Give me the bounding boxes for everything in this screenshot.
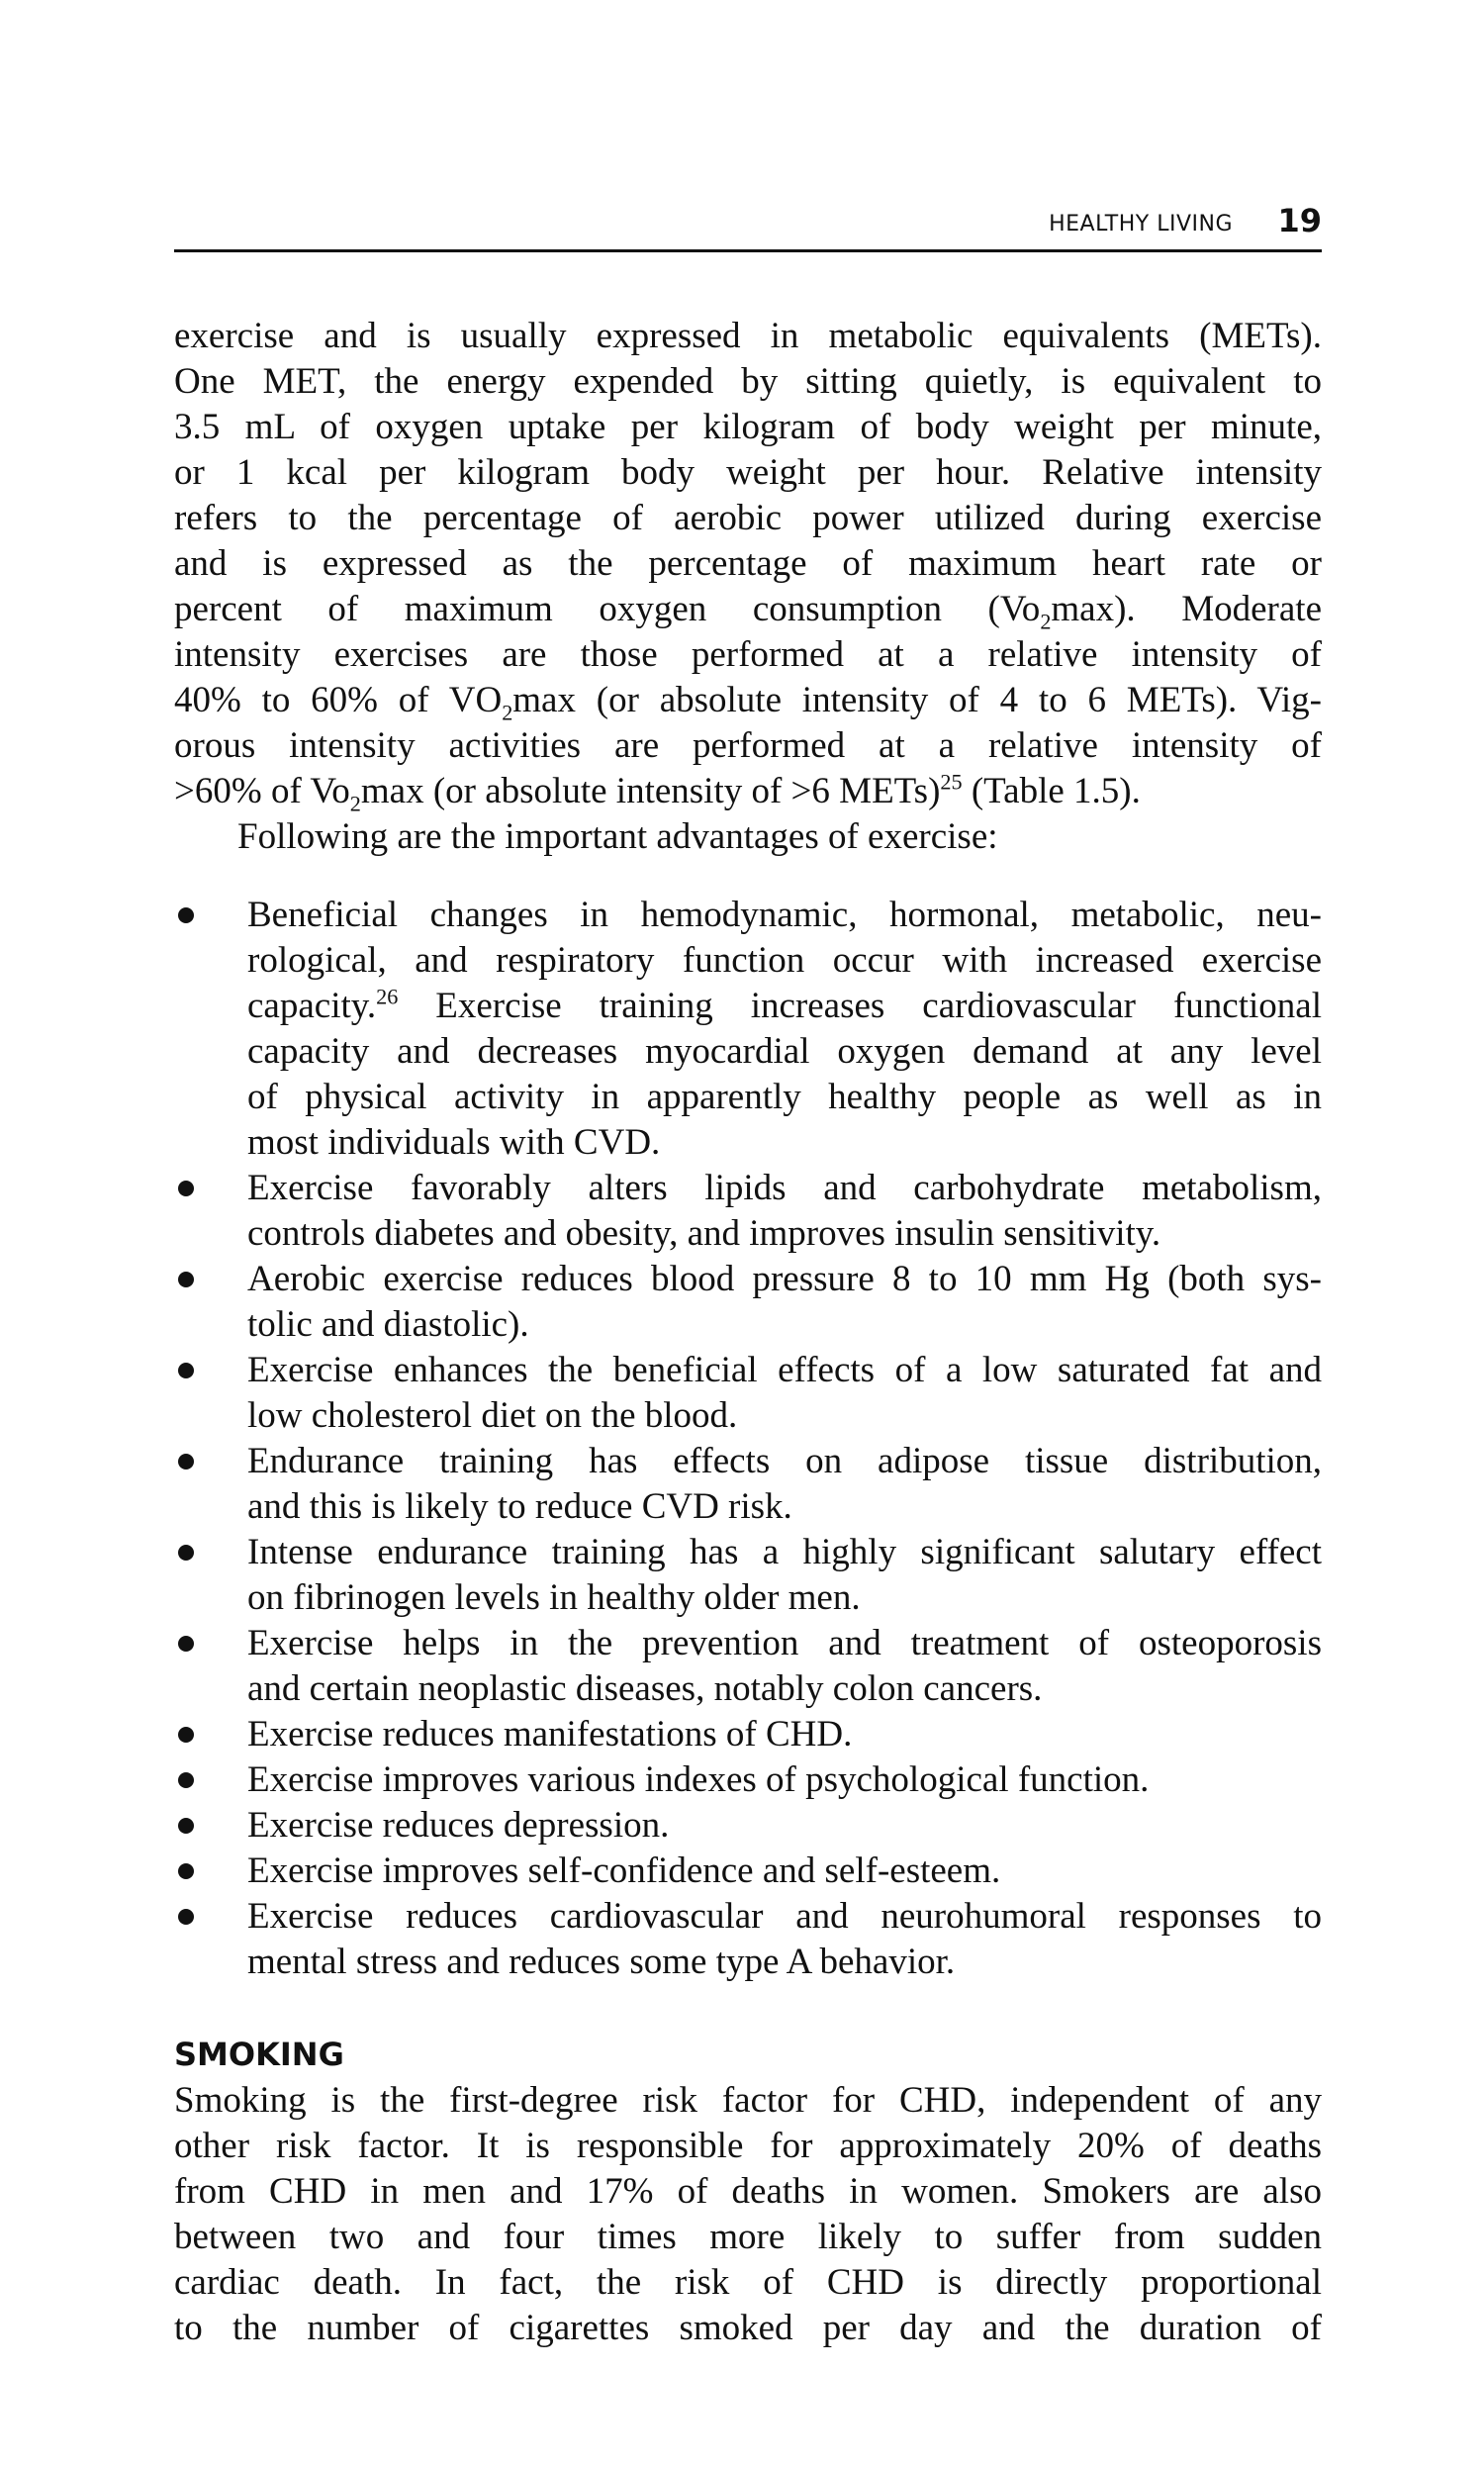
list-item-line: Exercise enhances the beneficial effects of a low saturated fat and xyxy=(247,1350,1322,1390)
bullet-icon xyxy=(178,1772,194,1788)
bullet-icon xyxy=(178,907,194,923)
bullet-icon xyxy=(178,1636,194,1652)
text-line: refers to the percentage of aerobic power utilized during exercise xyxy=(174,498,1322,538)
list-item-line: Aerobic exercise reduces blood pressure 8 to 10 mm Hg (both sys- xyxy=(247,1259,1322,1299)
list-item-line: Exercise improves self-confidence and self-esteem. xyxy=(247,1850,1001,1891)
list-item-line: Endurance training has effects on adipose tissue distribution, xyxy=(247,1441,1322,1481)
section-heading-smoking: SMOKING xyxy=(174,2036,344,2073)
text-line: intensity exercises are those performed at a relative intensity of xyxy=(174,634,1322,675)
text-line: to the number of cigarettes smoked per day and the duration of xyxy=(174,2308,1322,2348)
text: Exercise training increases cardiovascular functional xyxy=(398,986,1322,1026)
text: capacity. xyxy=(247,986,377,1026)
text: max (or absolute intensity of >6 METs) xyxy=(360,771,941,811)
subscript: 2 xyxy=(502,700,513,725)
bullet-icon xyxy=(178,1909,194,1925)
bullet-icon xyxy=(178,1272,194,1287)
text-line: from CHD in men and 17% of deaths in women. Smokers are also xyxy=(174,2171,1322,2212)
bullet-icon xyxy=(178,1181,194,1196)
bullet-icon xyxy=(178,1454,194,1470)
text: max). Moderate xyxy=(1051,589,1322,629)
list-item-line: most individuals with CVD. xyxy=(247,1122,661,1163)
list-item-line: Exercise improves various indexes of psychological function. xyxy=(247,1759,1150,1800)
list-item-line: capacity and decreases myocardial oxygen demand at any level xyxy=(247,1031,1322,1072)
text-line: or 1 kcal per kilogram body weight per hour. Relative intensity xyxy=(174,452,1322,493)
text-line: One MET, the energy expended by sitting quietly, is equivalent to xyxy=(174,361,1322,402)
text-line: Smoking is the first-degree risk factor for CHD, independent of any xyxy=(174,2080,1322,2121)
page-number: 19 xyxy=(1277,202,1322,239)
text: percent of maximum oxygen consumption (Vo xyxy=(174,589,1041,629)
list-item-line: low cholesterol diet on the blood. xyxy=(247,1395,738,1436)
reference-superscript: 25 xyxy=(940,769,963,795)
bullet-icon xyxy=(178,1863,194,1879)
list-item-line: Intense endurance training has a highly significant salutary effect xyxy=(247,1532,1322,1572)
list-item-line: mental stress and reduces some type A behavior. xyxy=(247,1942,956,1982)
bullet-icon xyxy=(178,1363,194,1378)
list-item-line: of physical activity in apparently healthy people as well as in xyxy=(247,1077,1322,1117)
list-item-line: tolic and diastolic). xyxy=(247,1304,529,1345)
text-line: orous intensity activities are performed at a relative intensity of xyxy=(174,725,1322,766)
text: >60% of Vo xyxy=(174,771,350,811)
subscript: 2 xyxy=(1040,609,1052,634)
list-item-line: and certain neoplastic diseases, notably colon cancers. xyxy=(247,1668,1043,1709)
lead-in-line: Following are the important advantages of exercise: xyxy=(237,816,998,857)
text: max (or absolute intensity of 4 to 6 METs). Vig- xyxy=(512,680,1323,720)
list-item-line: Exercise reduces cardiovascular and neurohumoral responses to xyxy=(247,1896,1322,1937)
list-item-line: controls diabetes and obesity, and improves insulin sensitivity. xyxy=(247,1213,1161,1254)
text-line: between two and four times more likely to suffer from sudden xyxy=(174,2217,1322,2257)
text-line: exercise and is usually expressed in metabolic equivalents (METs). xyxy=(174,316,1322,356)
subscript: 2 xyxy=(349,791,361,816)
bullet-icon xyxy=(178,1727,194,1743)
text-line xyxy=(174,769,1322,814)
reference-superscript: 26 xyxy=(376,984,399,1009)
text-line: and is expressed as the percentage of maximum heart rate or xyxy=(174,543,1322,584)
text: (Table 1.5). xyxy=(962,771,1141,811)
list-item-line: Exercise helps in the prevention and treatment of osteoporosis xyxy=(247,1623,1322,1663)
list-item-line: Beneficial changes in hemodynamic, hormonal, metabolic, neu- xyxy=(247,895,1322,935)
list-item-line: rological, and respiratory function occur with increased exercise xyxy=(247,940,1322,981)
list-item-line: Exercise reduces manifestations of CHD. xyxy=(247,1714,853,1755)
bullet-icon xyxy=(178,1818,194,1834)
list-item-line: Exercise favorably alters lipids and carbohydrate metabolism, xyxy=(247,1168,1322,1208)
running-header xyxy=(174,198,1322,252)
list-item-line xyxy=(247,984,1322,1029)
list-item-line: and this is likely to reduce CVD risk. xyxy=(247,1486,792,1527)
text: 40% to 60% of VO xyxy=(174,680,503,720)
running-title: HEALTHY LIVING xyxy=(1049,212,1233,237)
text-line xyxy=(174,678,1322,723)
list-item-line: on fibrinogen levels in healthy older men. xyxy=(247,1577,861,1618)
bullet-icon xyxy=(178,1545,194,1561)
text-line xyxy=(174,587,1322,632)
text-line: 3.5 mL of oxygen uptake per kilogram of body weight per minute, xyxy=(174,407,1322,447)
text-line: other risk factor. It is responsible for approximately 20% of deaths xyxy=(174,2126,1322,2166)
text-line: cardiac death. In fact, the risk of CHD is directly proportional xyxy=(174,2262,1322,2303)
list-item-line: Exercise reduces depression. xyxy=(247,1805,670,1846)
